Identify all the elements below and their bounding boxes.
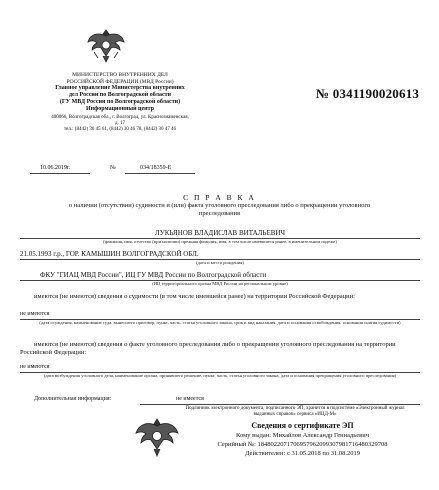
certificate-issued-to: Кому выдан: Михайлов Александр Геннадьевич <box>236 432 369 439</box>
stamp-emblem-icon <box>134 415 180 459</box>
notice-line: выданных справок» сервиса «ИЦД-М» <box>253 412 337 417</box>
issuer-caption: (ИЦ территориального органа МВД России на региональном уровне) <box>152 281 288 286</box>
org-line: Информационный центр <box>86 106 154 112</box>
org-line: Главное управление Министерства внутренних <box>55 85 185 91</box>
mvd-emblem-icon <box>86 26 126 64</box>
conviction-value: не имеются <box>20 311 50 317</box>
birth-caption: (дата и место рождения) <box>196 260 244 265</box>
certificate-serial: Серийный №: 1848022071706957962099307981716480329708 <box>217 441 388 448</box>
org-line: (ГУ МВД России по Волгоградской области) <box>59 99 181 105</box>
issuer-value: ФКУ "ГИАЦ МВД России", ИЦ ГУ МВД России по Волгоградской области <box>40 271 267 279</box>
org-line: РОССИЙСКОЙ ФЕДЕРАЦИИ (МВД России) <box>66 78 174 85</box>
document-number: № 0341190020613 <box>316 86 420 101</box>
phone-line: тел.: (8442) 30 45 61, (8442) 30 46 78, (8442) 30 47 46 <box>63 127 177 132</box>
full-name-value: ЛУКЬЯНОВ ВЛАДИСЛАВ ВИТАЛЬЕВИЧ <box>155 229 285 237</box>
additional-info-label: Дополнительная информация: <box>34 396 112 402</box>
conviction-text: имеются (не имеются) сведения о судимости (в том числе имевшейся ранее) на территории Российской Федерации: <box>34 293 355 300</box>
registration-number: 034/18359-Е <box>140 165 172 171</box>
org-line: МИНИСТЕРСТВО ВНУТРЕННИХ ДЕЛ <box>72 72 168 78</box>
org-line: дел России по Волгоградской области <box>68 92 172 98</box>
prosecution-value: не имеются <box>20 364 50 370</box>
full-name-caption: (фамилия, имя, отчество (при наличии) прежняя фамилия, имя, в том числе имевшиеся ранее, в именительном падеже) <box>103 239 337 244</box>
prosecution-caption: (дата возбуждения уголовного дела, наименование органа, принявшего решение, пункт, часть, статья уголовного закона, дата и основания прекращения уголовного преследования) <box>43 373 397 378</box>
address-line: 400066, Волгоградская обл., г. Волгоград, ул. Краснознаменская, <box>51 115 189 120</box>
signature-notice <box>165 406 425 418</box>
prosecution-text: имеются (не имеются) сведения о факте уголовного преследования либо о прекращении уголовного преследования на территории Российской Федерации: <box>20 341 396 356</box>
number-sign: № <box>110 165 116 171</box>
additional-info-value: не имеется <box>176 396 204 402</box>
certificate-validity: Действителен: с 31.05.2018 по 31.08.2019 <box>245 450 360 457</box>
certificate-title: Сведения о сертификате ЭП <box>251 421 354 430</box>
document-subtitle: о наличии (отсутствии) судимости и (или) факта уголовного преследования либо о прекращении уголовного преследования <box>68 202 371 217</box>
notice-line: Подлинник электронного документа, подписанного ЭП, хранится в подсистеме «Электронный журнал <box>185 406 405 411</box>
document-title: С П Р А В К А <box>183 193 256 202</box>
organization-block <box>22 72 218 133</box>
address-line: д. 17 <box>114 121 126 126</box>
conviction-caption: (дата осуждения, наименование суда, вынесшего приговор, пункт, часть, статья уголовного закона, срок и вид наказания, дата и основания освобождения, основания снятия судимости) <box>39 320 401 325</box>
birth-value: 21.05.1993 г.р., ГОР. КАМЫШИН ВОЛГОГРАДСКОЙ ОБЛ. <box>20 250 199 258</box>
issue-date: 10.06.2019г. <box>40 165 71 171</box>
